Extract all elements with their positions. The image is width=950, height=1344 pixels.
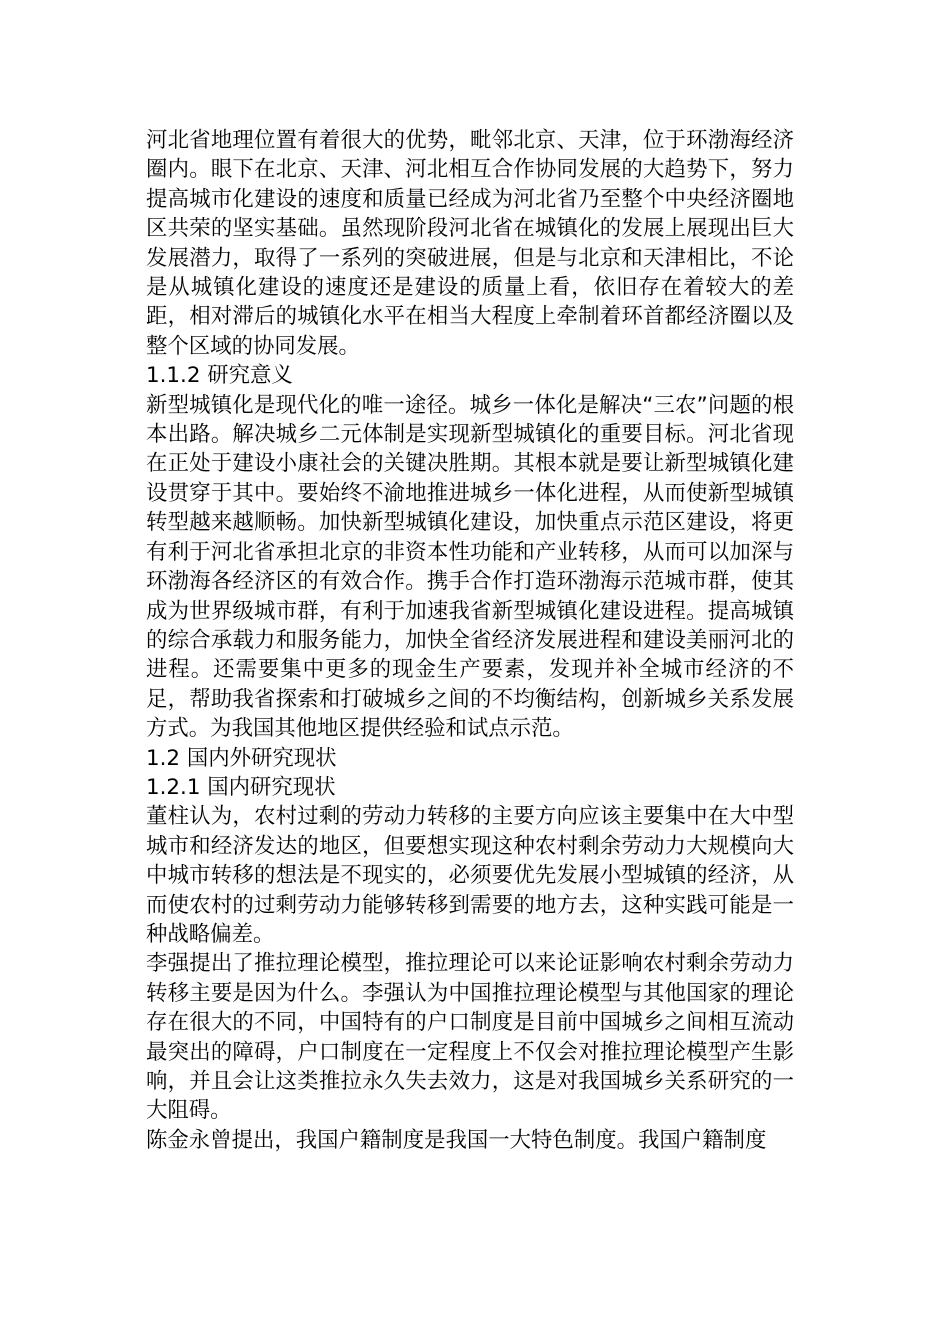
paragraph-dong-zhu: 董柱认为，农村过剩的劳动力转移的主要方向应该主要集中在大中型城市和经济发达的地区，但要想实现这种农村剩余劳动力大规模向大中城市转移的想法是不现实的，必须要优先发展小型城镇的经济，从而使农村的过剩劳动力能够转移到需要的地方去，这种实践可能是一种战略偏差。 — [146, 804, 794, 947]
section-heading-1-2-1: 1.2.1 国内研究现状 — [146, 774, 336, 800]
section-heading-1-1-2: 1.1.2 研究意义 — [146, 363, 293, 389]
paragraph-li-qiang: 李强提出了推拉理论模型，推拉理论可以来论证影响农村剩余劳动力转移主要是因为什么。李强认为中国推拉理论模型与其他国家的理论存在很大的不同，中国特有的户口制度是目前中国城乡之间相互流动最突出的障碍，户口制度在一定程度上不仅会对推拉理论模型产生影响，并且会让这类推拉永久失去效力，这是对我国城乡关系研究的一大阻碍。 — [146, 951, 794, 1124]
section-heading-1-2: 1.2 国内外研究现状 — [146, 745, 337, 771]
document-page — [146, 126, 794, 1155]
paragraph-hebei-location: 河北省地理位置有着很大的优势，毗邻北京、天津，位于环渤海经济圈内。眼下在北京、天津、河北相互合作协同发展的大趋势下，努力提高城市化建设的速度和质量已经成为河北省乃至整个中央经济圈地区共荣的坚实基础。虽然现阶段河北省在城镇化的发展上展现出巨大发展潜力，取得了一系列的突破进展，但是与北京和天津相比，不论是从城镇化建设的速度还是建设的质量上看，依旧存在着较大的差距，相对滞后的城镇化水平在相当大程度上牵制着环首都经济圈以及整个区域的协同发展。 — [146, 128, 794, 359]
paragraph-research-significance: 新型城镇化是现代化的唯一途径。城乡一体化是解决“三农”问题的根本出路。解决城乡二元体制是实现新型城镇化的重要目标。河北省现在正处于建设小康社会的关键决胜期。其根本就是要让新型城镇化建设贯穿于其中。要始终不渝地推进城乡一体化进程，从而使新型城镇转型越来越顺畅。加快新型城镇化建设，加快重点示范区建设，将更有利于河北省承担北京的非资本性功能和产业转移，从而可以加深与环渤海各经济区的有效合作。携手合作打造环渤海示范城市群，使其成为世界级城市群，有利于加速我省新型城镇化建设进程。提高城镇的综合承载力和服务能力，加快全省经济发展进程和建设美丽河北的进程。还需要集中更多的现金生产要素，发现并补全城市经济的不足，帮助我省探索和打破城乡之间的不均衡结构，创新城乡关系发展方式。为我国其他地区提供经验和试点示范。 — [146, 392, 794, 742]
paragraph-chen-jinyong: 陈金永曾提出，我国户籍制度是我国一大特色制度。我国户籍制度 — [146, 1127, 767, 1153]
